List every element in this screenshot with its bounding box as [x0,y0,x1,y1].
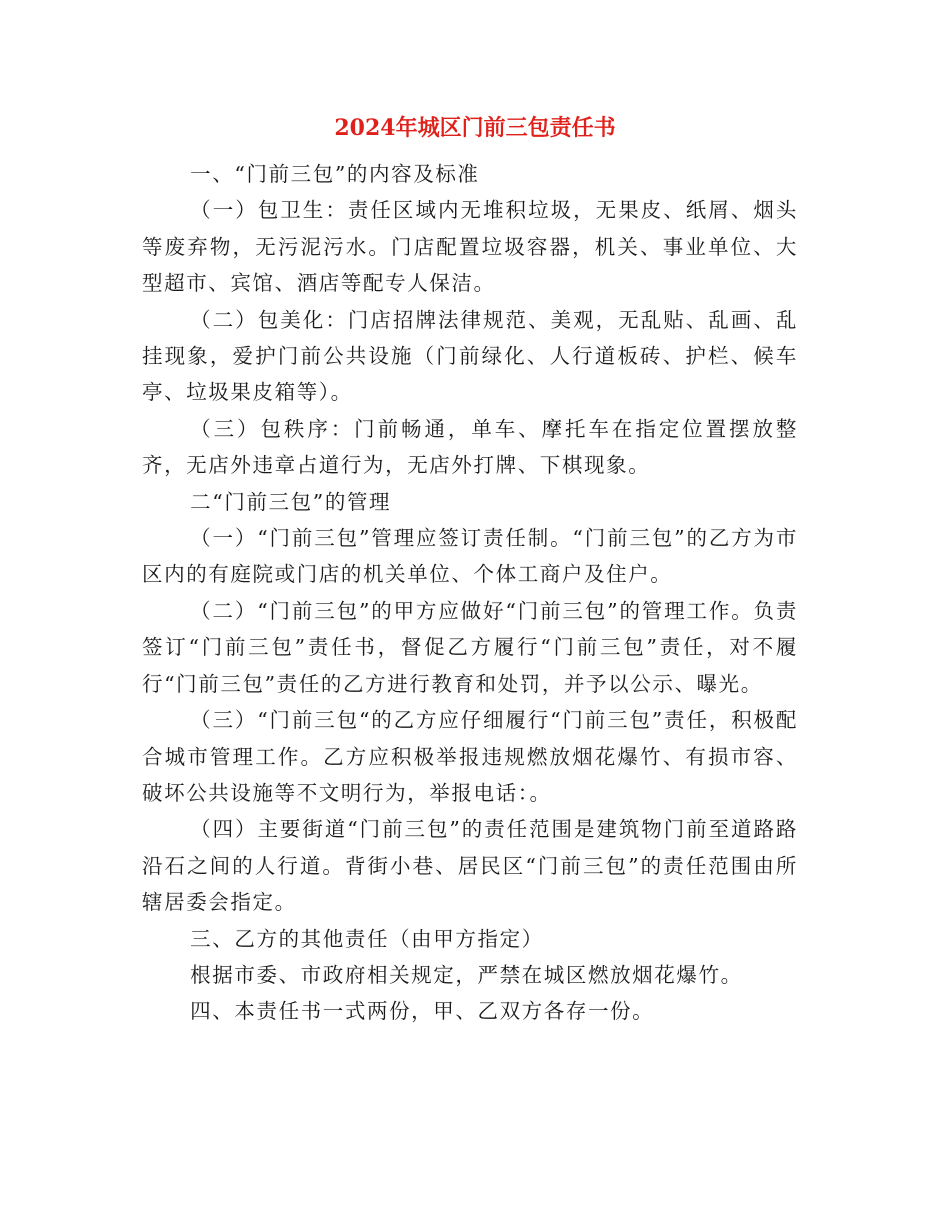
document-body [142,156,798,1030]
paragraph-fireworks-ban: 根据市委、市政府相关规定，严禁在城区燃放烟花爆竹。 [190,962,743,987]
paragraph-order: （三）包秩序：门前畅通，单车、摩托车在指定位置摆放整齐，无店外违章占道行为，无店外打牌、下棋现象。 [142,416,798,478]
paragraph-beautification: （二）包美化：门店招牌法律规范、美观，无乱贴、乱画、乱挂现象，爱护门前公共设施（门前绿化、人行道板砖、护栏、候车亭、垃圾果皮箱等）。 [142,307,798,405]
paragraph-management-1: （一）“门前三包”管理应签订责任制。“门前三包”的乙方为市区内的有庭院或门店的机关单位、个体工商户及住户。 [142,526,798,587]
paragraph-management-4: （四）主要街道“门前三包”的责任范围是建筑物门前至道路路沿石之间的人行道。背街小巷、居民区“门前三包”的责任范围由所辖居委会指定。 [142,817,798,915]
paragraph-hygiene: （一）包卫生：责任区域内无堆积垃圾，无果皮、纸屑、烟头等废弃物，无污泥污水。门店配置垃圾容器，机关、事业单位、大型超市、宾馆、酒店等配专人保洁。 [142,198,798,296]
paragraph-management-2: （二）“门前三包”的甲方应做好“门前三包”的管理工作。负责签订“门前三包”责任书，督促乙方履行“门前三包”责任，对不履行“门前三包”责任的乙方进行教育和处罚，并予以公示、曝光。 [142,598,798,696]
section-heading-1: 一、“门前三包”的内容及标准 [190,162,480,186]
section-heading-3: 三、乙方的其他责任（由甲方指定） [190,926,544,951]
section-heading-2: 二“门前三包”的管理 [190,489,392,514]
paragraph-management-3: （三）“门前三包“的乙方应仔细履行“门前三包”责任，积极配合城市管理工作。乙方应积极举报违规燃放烟花爆竹、有损市容、破坏公共设施等不文明行为，举报电话：。 [142,708,798,805]
section-heading-4: 四、本责任书一式两份，甲、乙双方各存一份。 [190,999,655,1024]
document-title: 2024年城区门前三包责任书 [334,115,616,141]
